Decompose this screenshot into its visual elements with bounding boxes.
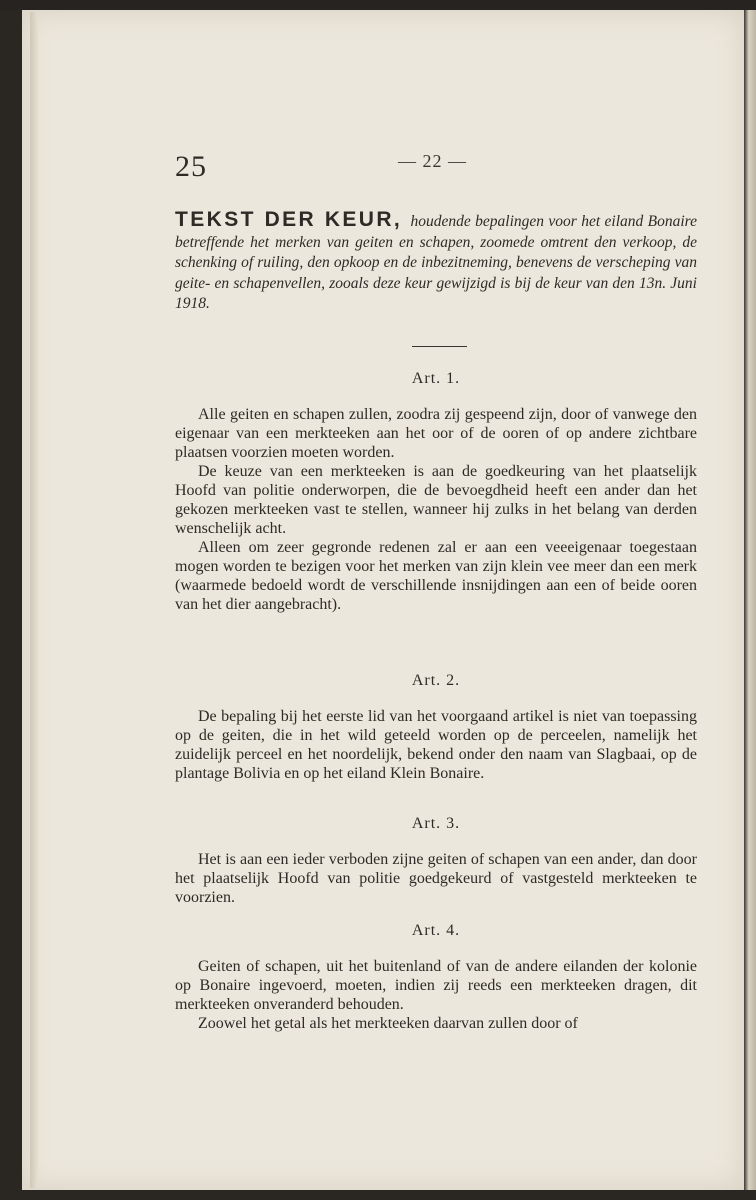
article-4-heading: Art. 4. [411,922,461,939]
article-1-heading: Art. 1. [411,370,461,387]
article-3-body [175,850,697,907]
paragraph: Zoowel het getal als het merkteeken daarvan zullen door of [198,1015,578,1032]
paragraph: Alleen om zeer gegronde redenen zal er aan een veeeigenaar toegestaan mogen worden te bezigen voor het merken van zijn klein vee meer dan een merk (waarmede bedoeld wordt de verschillende insnijdingen aan een of beide ooren van het dier aangebracht). [175,539,697,613]
paragraph: Het is aan een ieder verboden zijne geiten of schapen van een ander, dan door het plaatselijk Hoofd van politie goedgekeurd of vastgesteld merkteeken te voorzien. [175,851,697,906]
book-edge [744,10,756,1190]
document-title [175,210,697,315]
page-fold [30,12,38,1188]
paragraph: Alle geiten en schapen zullen, zoodra zij gespeend zijn, door of vanwege den eigenaar van een merkteeken aan het oor of de ooren of op andere zichtbare plaatsen voorzien moeten worden. [175,406,697,461]
article-2-body [175,707,697,783]
article-1-body [175,405,697,614]
title-description: houdende bepalingen voor het eiland Bonaire betreffende het merken van geiten en schapen, zoomede omtrent den verkoop, de schenking of ruiling, den opkoop en de inbezitneming, benevens de verscheping van geite- en schapenvellen, zooals deze keur gewijzigd is bij de keur van den 13n. Juni 1918. [175,213,697,312]
article-3-heading: Art. 3. [411,815,461,832]
paragraph: De keuze van een merkteeken is aan de goedkeuring van het plaatselijk Hoofd van politie onderworpen, die de bevoegdheid heeft een ander dan het gekozen merkteeken vast te stellen, wanneer hij zulks in het belang van derden wenschelijk acht. [175,463,697,537]
title-caps: TEKST DER KEUR, [175,208,403,231]
folio-number: — 22 — [398,151,467,171]
page-id-number: 25 [175,150,207,183]
paragraph: De bepaling bij het eerste lid van het voorgaand artikel is niet van toepassing op de geiten, die in het wild geteeld worden op de perceelen, namelijk het zuidelijk perceel en het noordelijk, bekend onder den naam van Slagbaai, op de plantage Bolivia en op het eiland Klein Bonaire. [175,708,697,782]
paragraph: Geiten of schapen, uit het buitenland of van de andere eilanden der kolonie op Bonaire ingevoerd, moeten, indien zij reeds een merkteeken dragen, dit merkteeken onveranderd behouden. [175,958,697,1013]
article-2-heading: Art. 2. [411,672,461,689]
article-4-body [175,957,697,1033]
scan-background [0,0,756,10]
divider-rule [412,346,467,347]
